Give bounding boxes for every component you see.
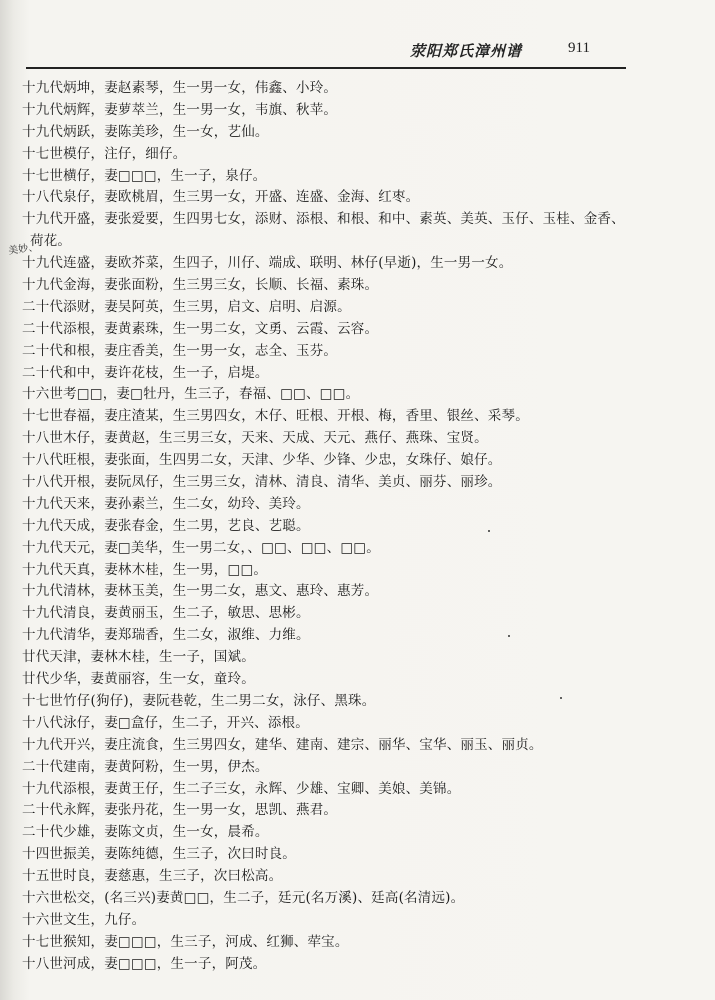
genealogy-entry: 十八代旺根，妻张面，生四男二女，天津、少华、少锋、少忠，女珠仔、娘仔。 (22, 452, 502, 469)
genealogy-entry: 十九代清华，妻郑瑞香，生二女，淑维、力维。 (22, 627, 310, 644)
genealogy-entry: 十五世时良，妻慈惠，生三子，次曰松高。 (22, 868, 283, 885)
genealogy-entry: 十八代开根，妻阮凤仔，生三男三女，清林、清良、清华、美贞、丽芬、丽珍。 (22, 474, 502, 491)
book-title: 荥阳郑氏漳州谱 (410, 42, 523, 60)
genealogy-entry: 二十代和中，妻许花枝，生一子，启堤。 (22, 364, 269, 381)
genealogy-entry: 二十代永辉，妻张丹花，生一男一女，思凯、燕君。 (22, 802, 338, 819)
genealogy-entry: 十九代添根，妻黄王仔，生二子三女，永辉、少雄、宝卿、美娘、美锦。 (22, 780, 461, 797)
genealogy-entry: 十八代泳仔，妻□盒仔，生二子，开兴、添根。 (22, 714, 309, 731)
scan-speck (488, 530, 490, 532)
genealogy-entry: 十六世文生，九仔。 (22, 911, 146, 928)
genealogy-entry: 二十代少雄，妻陈文贞，生一女，晨希。 (22, 824, 269, 841)
genealogy-entry: 十九代清林，妻林玉美，生一男二女，惠文、惠玲、惠芳。 (22, 583, 379, 600)
scan-speck (560, 697, 562, 699)
genealogy-entry: 十九代炳辉，妻萝萃兰，生一男一女，韦旗、秋苹。 (22, 101, 338, 118)
genealogy-entry: 十八代泉仔，妻欧桃眉，生三男一女，开盛、连盛、金海、红枣。 (22, 189, 420, 206)
genealogy-entry: 二十代建南，妻黄阿粉，生一男，伊杰。 (22, 758, 269, 775)
genealogy-entry: 十八世木仔，妻黄赵，生三男三女，天来、天成、天元、燕仔、燕珠、宝贤。 (22, 430, 488, 447)
margin-note: 美妙、 (7, 241, 39, 258)
genealogy-entry: 十九代天成，妻张春金，生二男，艺良、艺聪。 (22, 517, 310, 534)
genealogy-entry: 十七世横仔，妻□□□，生一子，泉仔。 (22, 167, 267, 184)
scan-speck (508, 635, 510, 637)
genealogy-entry: 十七世春福，妻庄渣某，生三男四女，木仔、旺根、开根、梅，香里、银丝、采琴。 (22, 408, 529, 425)
genealogy-entry: 十九代连盛，妻欧芥菜，生四子，川仔、端成、联明、林仔(早逝)，生一男一女。 (22, 255, 513, 272)
page-header (400, 38, 630, 66)
genealogy-entry: 荷花。 (30, 233, 72, 250)
header-rule (26, 67, 626, 69)
genealogy-entry: 十九代清良，妻黄丽玉，生二子，敏思、思彬。 (22, 605, 310, 622)
genealogy-entry: 十六世考□□，妻□牡丹，生三子，春福、□□、□□。 (22, 386, 360, 403)
genealogy-entry: 二十代添根，妻黄素珠，生一男二女，文勇、云霞、云容。 (22, 320, 379, 337)
genealogy-entry: 十九代天来，妻孙素兰，生二女，幼玲、美玲。 (22, 495, 310, 512)
genealogy-entry: 十四世振美，妻陈纯德，生三子，次曰时良。 (22, 846, 296, 863)
genealogy-entry: 廿代少华，妻黄丽容，生一女，童玲。 (22, 671, 255, 688)
genealogy-entries (22, 78, 682, 976)
genealogy-entry: 十七世猴知，妻□□□，生三子，河成、红狮、荦宝。 (22, 933, 349, 950)
genealogy-entry: 十七世模仔，注仔，细仔。 (22, 145, 187, 162)
genealogy-entry: 十九代炳跃，妻陈美珍，生一女，艺仙。 (22, 123, 269, 140)
genealogy-entry: 十九代天真，妻林木桂，生一男，□□。 (22, 561, 268, 578)
genealogy-entry: 十七世竹仔(狗仔)，妻阮巷乾，生二男二女，泳仔、黑珠。 (22, 692, 376, 709)
genealogy-entry: 二十代添财，妻吴阿英，生三男，启文、启明、启源。 (22, 298, 351, 315)
genealogy-entry: 廿代天津，妻林木桂，生一子，国斌。 (22, 649, 255, 666)
genealogy-entry: 十八世河成，妻□□□，生一子，阿茂。 (22, 955, 267, 972)
genealogy-entry: 十九代天元，妻□美华，生一男二女，、□□、□□、□□。 (22, 539, 380, 556)
genealogy-entry: 十九代开兴，妻庄流食，生三男四女，建华、建南、建宗、丽华、宝华、丽玉、丽贞。 (22, 736, 543, 753)
genealogy-entry: 十六世松交，(名三兴)妻黄□□，生二子，廷元(名万溪)、廷高(名清远)。 (22, 889, 465, 906)
genealogy-entry: 十九代金海，妻张面粉，生三男三女，长顺、长福、素珠。 (22, 277, 379, 294)
genealogy-entry: 二十代和根，妻庄香美，生一男一女，志全、玉芬。 (22, 342, 338, 359)
genealogy-entry: 十九代炳坤，妻赵素琴，生一男一女，伟鑫、小玲。 (22, 80, 338, 96)
genealogy-entry: 十九代开盛，妻张爱要，生四男七女，添财、添根、和根、和中、素英、美英、玉仔、玉桂、金香、 (22, 211, 625, 228)
page-number: 911 (568, 40, 590, 56)
